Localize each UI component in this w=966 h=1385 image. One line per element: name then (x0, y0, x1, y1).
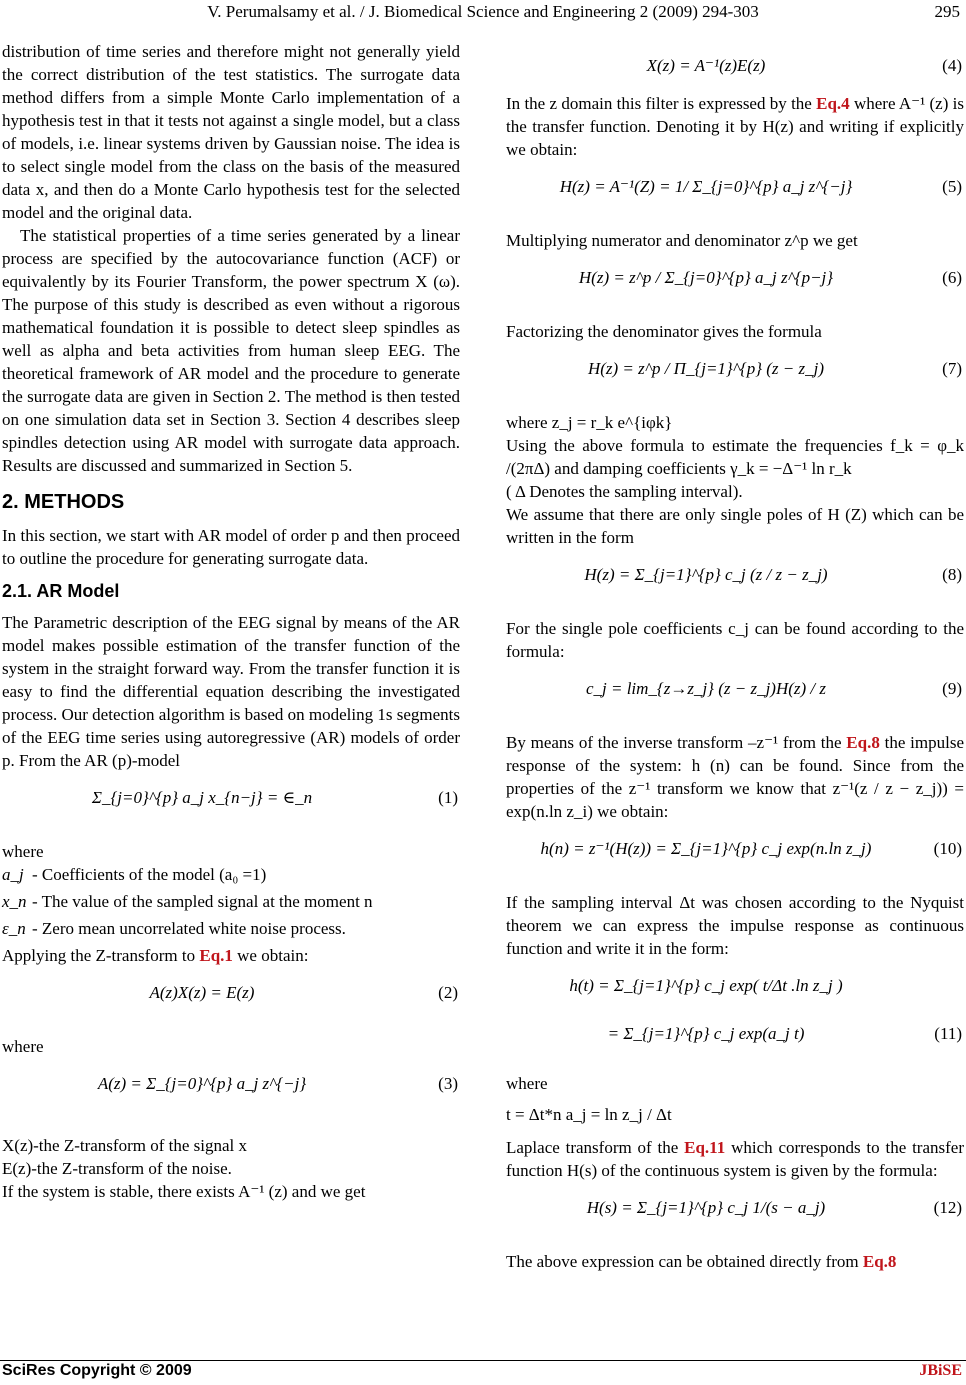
text-run: the impulse response of the system: h (n) can be found. Since from the properties of the z⁻¹ transform we know that z⁻¹(z / z − z_j)) = exp(n.ln z_i) we obtain: (506, 733, 964, 821)
paragraph: t = Δt*n a_j = ln z_j / Δt (506, 1105, 672, 1124)
definition-text: - The value of the sampled signal at the moment n (32, 892, 373, 911)
footer-journal: JBiSE (919, 1362, 962, 1379)
equation-ref-link[interactable]: Eq.8 (862, 1252, 897, 1271)
left-column (2, 40, 460, 1203)
definition-text: - Coefficients of the model (a₀ =1) (32, 865, 267, 884)
equation-4 (506, 44, 964, 88)
paragraph: For the single pole coefficients c_j can be found according to the formula: (506, 619, 964, 661)
equation-12 (506, 1186, 964, 1246)
text-run: The above expression can be obtained directly from (506, 1252, 863, 1271)
paragraph: The statistical properties of a time series generated by a linear process are specified by the autocovariance function (ACF) or equivalently by its Fourier Transform, the power spectrum X (ω). The purpose of this study is described as even without a rigorous mathematical foundation it is possible to detect sleep spindles as well as alpha and beta activities from human sleep EEG. The theoretical framework of AR model and the procedure to generate the surrogate data are given in Section 2. The method is then tested on one simulation data set in Section 3. Section 4 describes sleep spindles detection using AR model with surrogate data approach. Results are discussed and summarized in Section 5. (2, 226, 460, 475)
equation-2 (2, 971, 460, 1031)
equation-expression: A(z) = Σ_{j=0}^{p} a_j z^{−j} (97, 1074, 307, 1093)
section-heading-methods: 2. METHODS (2, 491, 125, 513)
text-run: By means of the inverse transform –z⁻¹ from the (506, 733, 847, 752)
equation-number: (9) (942, 679, 962, 698)
page-footer (0, 1360, 966, 1383)
paragraph: Factorizing the denominator gives the formula (506, 322, 822, 341)
equation-number: (11) (934, 1024, 962, 1043)
text-run: where A⁻¹ (z) is the transfer function. Denoting it by H(z) and writing if explicitly we obtain: (506, 94, 965, 159)
definition-epsilon (2, 917, 460, 944)
definition-symbol: a_j (2, 865, 24, 884)
definition-symbol: x_n (2, 892, 27, 911)
paragraph: The Parametric description of the EEG signal by means of the AR model makes possible estimation of the transfer function of the system in the straight forward way. From the transfer function it is easy to find the differential equation describing the investigated process. Our detection algorithm is based on modeling 1s segments of the EEG time series using autoregressive (AR) models of order p. From the AR (p)-model (2, 613, 460, 770)
equation-8 (506, 553, 964, 613)
equation-ref-link[interactable]: Eq.1 (199, 946, 233, 965)
equation-expression: A(z)X(z) = E(z) (149, 983, 255, 1002)
equation-6 (506, 256, 964, 316)
paragraph (506, 1250, 964, 1273)
right-column (506, 40, 964, 1273)
definition-a (2, 863, 460, 890)
equation-number: (12) (933, 1198, 962, 1217)
equation-number: (6) (942, 268, 962, 287)
paragraph (506, 731, 964, 823)
footer-copyright: SciRes Copyright © 2009 (2, 1362, 192, 1379)
text-run: which corresponds to the transfer function H(s) of the continuous system is given by the formula: (506, 1138, 964, 1180)
equation-expression: H(z) = z^p / Σ_{j=0}^{p} a_j z^{p−j} (578, 268, 834, 287)
paragraph: In this section, we start with AR model of order p and then proceed to outline the procedure for generating surrogate data. (2, 526, 460, 568)
equation-number: (3) (438, 1074, 458, 1093)
running-title: V. Perumalsamy et al. / J. Biomedical Science and Engineering 2 (2009) 294-303 (207, 2, 759, 21)
definition-text: - Zero mean uncorrelated white noise process. (32, 919, 346, 938)
equation-expression: X(z) = A⁻¹(z)E(z) (646, 56, 766, 75)
text-run: Applying the Z-transform to (2, 946, 200, 965)
equation-number: (2) (438, 983, 458, 1002)
paragraph: Multiplying numerator and denominator z^p we get (506, 231, 858, 250)
paragraph (506, 92, 964, 161)
equation-number: (8) (942, 565, 962, 584)
equation-expression: H(z) = z^p / Π_{j=1}^{p} (z − z_j) (587, 359, 825, 378)
equation-ref-link[interactable]: Eq.4 (816, 94, 850, 113)
paragraph-line: If the system is stable, there exists A⁻¹ (z) and we get (2, 1182, 366, 1201)
paragraph: Using the above formula to estimate the frequencies f_k = φ_k /(2πΔ) and damping coefficients γ_k = −Δ⁻¹ ln r_k (506, 436, 964, 478)
equation-3 (2, 1062, 460, 1122)
running-header (0, 2, 966, 22)
paragraph (506, 1136, 964, 1182)
equation-ref-link[interactable]: Eq.11 (684, 1138, 726, 1157)
paragraph: ( Δ Denotes the sampling interval). (506, 482, 743, 501)
equation-expression: c_j = lim_{z→z_j} (z − z_j)H(z) / z (585, 679, 827, 698)
equation-expression: = Σ_{j=1}^{p} c_j exp(a_j t) (607, 1024, 805, 1043)
equation-expression: h(t) = Σ_{j=1}^{p} c_j exp( t/Δt .ln z_j ) (569, 976, 843, 995)
text-run: In the z domain this filter is expressed by the (506, 94, 817, 113)
paragraph-line: E(z)-the Z-transform of the noise. (2, 1159, 232, 1178)
equation-expression: H(s) = Σ_{j=1}^{p} c_j 1/(s − a_j) (586, 1198, 826, 1217)
where-label: where (2, 842, 44, 861)
equation-7 (506, 347, 964, 407)
equation-number: (1) (438, 788, 458, 807)
paragraph: where z_j = r_k e^{iφk} (506, 413, 673, 432)
equation-1 (2, 776, 460, 836)
text-run: Laplace transform of the (506, 1138, 685, 1157)
equation-number: (10) (933, 839, 962, 858)
equation-expression: H(z) = A⁻¹(Z) = 1/ Σ_{j=0}^{p} a_j z^{−j} (559, 177, 853, 196)
where-label: where (506, 1074, 548, 1093)
equation-5 (506, 165, 964, 225)
paragraph-line: X(z)-the Z-transform of the signal x (2, 1136, 247, 1155)
text-run: we obtain: (232, 946, 309, 965)
paragraph: distribution of time series and therefore might not generally yield the correct distribution of the test statistics. The surrogate data method differs from a simple Monte Carlo implementation of a hypothesis test in that it tests not against a single model, but a class of models, i.e. linear systems driven by Gaussian noise. The idea is to select single model from the class on the basis of the measured data x, and then do a Monte Carlo hypothesis test for the selected model and the original data. (2, 42, 460, 222)
equation-number: (7) (942, 359, 962, 378)
equation-ref-link[interactable]: Eq.8 (846, 733, 880, 752)
paragraph: We assume that there are only single poles of H (Z) which can be written in the form (506, 505, 964, 547)
paragraph: If the sampling interval Δt was chosen according to the Nyquist theorem we can express the impulse response as continuous function and write it in the form: (506, 893, 964, 958)
definition-x (2, 890, 460, 917)
equation-number: (4) (942, 56, 962, 75)
definition-symbol: ε_n (2, 919, 26, 938)
page-number: 295 (934, 2, 960, 21)
equation-expression: Σ_{j=0}^{p} a_j x_{n−j} = ∈_n (91, 788, 313, 807)
equation-number: (5) (942, 177, 962, 196)
equation-expression: H(z) = Σ_{j=1}^{p} c_j (z / z − z_j) (584, 565, 828, 584)
equation-11 (506, 964, 964, 1068)
paragraph (2, 944, 460, 967)
equation-10 (506, 827, 964, 887)
equation-expression: h(n) = z⁻¹(H(z)) = Σ_{j=1}^{p} c_j exp(n.ln z_j) (540, 839, 872, 858)
where-label: where (2, 1037, 44, 1056)
subsection-heading-ar-model: 2.1. AR Model (2, 581, 120, 601)
equation-9 (506, 667, 964, 727)
